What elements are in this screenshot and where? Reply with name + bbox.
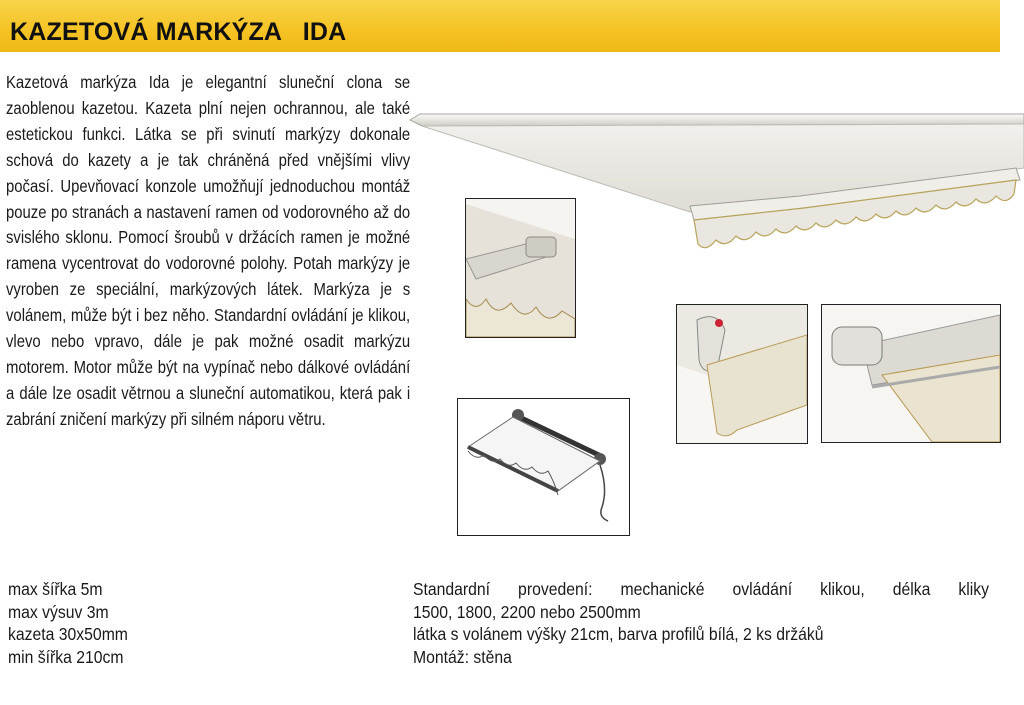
awning-line-drawing [457,398,630,536]
product-description: Kazetová markýza Ida je elegantní sluneční clona se zaoblenou kazetou. Kazeta plní nejen ochrannou, ale také estetickou funkci. Látka se při svinutí markýzy dokonale schová do kazety a je tak chráněná před vnějšími vlivy počasí. Upevňovací konzole umožňují jednoduchou montáž pouze po stranách a nastavení ramen od vodorovného až do svislého sklonu. Pomocí šroubů v držácích ramen je možné ramena vycentrovat do vodorovné polohy. Potah markýzy je vyroben ze speciální, markýzových látek. Markýza je s volánem, může být i bez něho. Standardní ovládání je klikou, vlevo nebo vpravo, dále je pak možné osadit markýzu motorem. Motor může být na vypínač nebo dálkové ovládání a dále lze osadit větrnou a sluneční automatikou, která pak i zabrání zničení markýzy při silném náporu větru. [6,72,411,429]
bracket-photo [821,304,1001,443]
spec-cassette: kazeta 30x50mm [8,624,128,644]
standard-line-3: látka s volánem výšky 21cm, barva profilů bílá, 2 ks držáků [413,624,824,644]
specs-list [8,578,128,668]
spec-min-width: min šířka 210cm [8,646,124,667]
standard-line-1: Standardní provedení: mechanické ovládání klikou, délka kliky [413,579,989,599]
standard-equipment [413,578,989,668]
header-bar [0,0,1000,52]
standard-line-4: Montáž: stěna [413,646,512,667]
arm-detail-photo [465,198,576,338]
cassette-end-photo [676,304,808,444]
spec-max-projection: max výsuv 3m [8,601,109,622]
spec-max-width: max šířka 5m [8,579,103,599]
standard-line-2: 1500, 1800, 2200 nebo 2500mm [413,601,641,622]
page-title: KAZETOVÁ MARKÝZA IDA [10,18,347,46]
